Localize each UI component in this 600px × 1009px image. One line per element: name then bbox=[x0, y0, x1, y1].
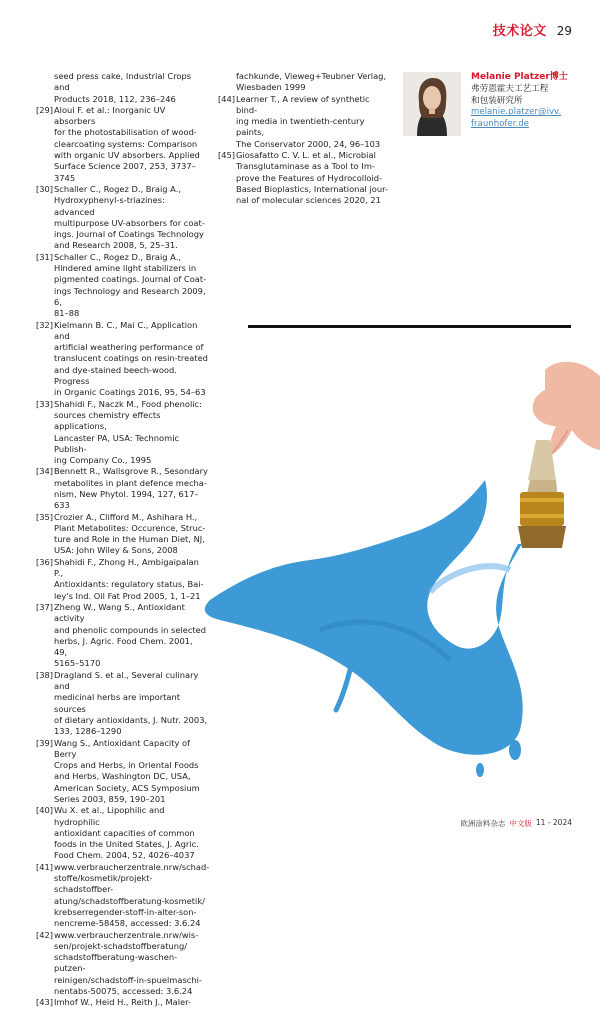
reference-number: [29] bbox=[36, 104, 54, 115]
footer-issue: 11 - 2024 bbox=[535, 818, 572, 827]
reference-number: [41] bbox=[36, 861, 54, 872]
author-affiliation-line1: 弗劳恩霍夫工艺工程 bbox=[471, 83, 549, 94]
reference-text: www.verbraucherzentrale.nrw/wis- sen/projekt-schadstoffberatung/ schadstoffberatung-waschen-putzen- reinigen/schadstoff-in-spuelmaschi- nentabs-50075, accessed: 3.6.24 bbox=[54, 929, 202, 997]
reference-text: Wang S., Antioxidant Capacity of Berry Crops and Herbs, in Oriental Foods and Herbs, Washington DC, USA, American Society, ACS Symposium Series 2003, 859, 190–201 bbox=[54, 737, 200, 804]
reference-item bbox=[218, 150, 390, 206]
author-info bbox=[471, 72, 568, 136]
reference-number: [37] bbox=[36, 601, 54, 612]
reference-text: Schaller C., Rogez D., Braig A., Hindered amine light stabilizers in pigmented coatings. Journal of Coat- ings Technology and Research 2009, 6, 81–88 bbox=[54, 251, 207, 319]
reference-item bbox=[36, 512, 208, 557]
reference-text: seed press cake, Industrial Crops and Products 2018, 112, 236–246 bbox=[54, 71, 192, 104]
reference-item bbox=[36, 930, 208, 998]
page-footer bbox=[460, 818, 572, 829]
reference-list-col2 bbox=[218, 71, 390, 207]
section-title: 技术论文 bbox=[492, 24, 547, 39]
reference-item bbox=[36, 252, 208, 320]
reference-text: Shahidi F., Zhong H., Ambigaipalan P., Antioxidants: regulatory status, Bai- ley's Ind. Oil Fat Prod 2005, 1, 1–21 bbox=[54, 556, 204, 601]
reference-item bbox=[36, 466, 208, 511]
footer-edition: 中文版 bbox=[509, 819, 532, 828]
reference-text: Giosafatto C. V. L. et al., Microbial Transglutaminase as a Tool to Im- prove the Features of Hydrocolloid- Based Bioplastics, International jour- nal of molecular sciences 2020, 21 bbox=[236, 150, 388, 206]
reference-number: [36] bbox=[36, 556, 54, 567]
reference-number: [34] bbox=[36, 466, 54, 477]
reference-number: [33] bbox=[36, 398, 54, 409]
reference-number: [35] bbox=[36, 511, 54, 522]
reference-item bbox=[36, 184, 208, 252]
page-header bbox=[493, 20, 572, 39]
reference-item bbox=[36, 602, 208, 670]
reference-text: Wu X. et al., Lipophilic and hydrophilic antioxidant capacities of common foods in the United States, J. Agric. Food Chem. 2004, 52, 4026–4037 bbox=[54, 805, 199, 861]
paint-brush-illustration bbox=[200, 330, 600, 810]
reference-text: Dragland S. et al., Several culinary and medicinal herbs are important sources of dietary antioxidants, J. Nutr. 2003, 133, 1286–1290 bbox=[54, 669, 208, 737]
reference-text: Schaller C., Rogez D., Braig A., Hydroxyphenyl-s-triazines: advanced multipurpose UV-absorbers for coat- ings. Journal of Coatings Technology and Research 2008, 5, 25–31. bbox=[54, 183, 205, 251]
reference-number: [30] bbox=[36, 183, 54, 194]
reference-item bbox=[36, 320, 208, 399]
reference-number: [38] bbox=[36, 669, 54, 680]
reference-text: Shahidi F., Naczk M., Food phenolic: sources chemistry effects applications, Lancaster PA, USA: Technomic Publish- ing Company Co., 1995 bbox=[54, 398, 202, 466]
reference-number bbox=[218, 71, 236, 94]
reference-list-col1 bbox=[36, 71, 208, 1009]
reference-item bbox=[36, 105, 208, 184]
author-email-link[interactable]: melanie.platzer@ivv. fraunhofer.de bbox=[471, 107, 562, 130]
reference-text: fachkunde, Vieweg+Teubner Verlag, Wiesbaden 1999 bbox=[236, 71, 387, 93]
reference-text: Kielmann B. C., Mai C., Application and artificial weathering performance of translucent coatings on resin-treated and dye-stained beech-wood. Progress in Organic Coatings 2016, 95, 54–63 bbox=[54, 319, 208, 398]
reference-number: [40] bbox=[36, 805, 54, 816]
reference-text: Aloui F. et al.: Inorganic UV absorbers for the photostabilisation of wood- clearcoating systems: Comparison with organic UV absorbers. Applied Surface Science 2007, 253, 3737–3745 bbox=[54, 104, 200, 183]
author-photo bbox=[403, 72, 461, 136]
reference-item bbox=[36, 557, 208, 602]
reference-number: [32] bbox=[36, 319, 54, 330]
divider-rule bbox=[248, 325, 571, 328]
reference-text: Zheng W., Wang S., Antioxidant activity and phenolic compounds in selected herbs, J. Agric. Food Chem. 2001, 49, 5165–5170 bbox=[54, 601, 207, 669]
reference-text: www.verbraucherzentrale.nrw/schad- stoffe/kosmetik/projekt-schadstoffber- atung/schadstoffberatung-kosmetik/ krebserregender-stoff-in-alter-son- nencreme-58458, accessed: 3.6.24 bbox=[54, 861, 210, 929]
reference-item bbox=[218, 71, 390, 94]
reference-number: [45] bbox=[218, 150, 236, 161]
reference-number: [44] bbox=[218, 93, 236, 104]
reference-item bbox=[36, 738, 208, 806]
reference-item bbox=[36, 71, 208, 105]
reference-item bbox=[36, 997, 208, 1008]
reference-number: [43] bbox=[36, 997, 54, 1008]
reference-text: Learner T., A review of synthetic bind- ing media in twentieth-century paints, The Conservator 2000, 24, 96–103 bbox=[236, 93, 381, 149]
reference-number: [31] bbox=[36, 251, 54, 262]
reference-item bbox=[36, 805, 208, 861]
reference-number: [39] bbox=[36, 737, 54, 748]
reference-number bbox=[36, 71, 54, 105]
author-name: Melanie Platzer博士 bbox=[471, 72, 568, 82]
footer-magazine: 欧洲涂料杂志 bbox=[460, 819, 506, 828]
reference-number: [42] bbox=[36, 929, 54, 940]
reference-text: Bennett R., Wallsgrove R., Sesondary metabolites in plant defence mecha- nism, New Phytol. 1994, 127, 617–633 bbox=[54, 466, 208, 511]
page-number: 29 bbox=[556, 24, 572, 38]
reference-item bbox=[36, 670, 208, 738]
reference-item bbox=[36, 862, 208, 930]
reference-item bbox=[36, 399, 208, 467]
author-box bbox=[403, 72, 583, 136]
reference-text: Imhof W., Heid H., Reith J., Maler- bbox=[54, 997, 191, 1008]
author-affiliation-line2: 和包装研究所 bbox=[471, 95, 523, 106]
reference-text: Crozier A., Clifford M., Ashihara H., Plant Metabolites: Occurence, Struc- ture and Role in the Human Diet, NJ, USA: John Wiley & Sons, 2008 bbox=[54, 511, 206, 556]
reference-item bbox=[218, 94, 390, 150]
